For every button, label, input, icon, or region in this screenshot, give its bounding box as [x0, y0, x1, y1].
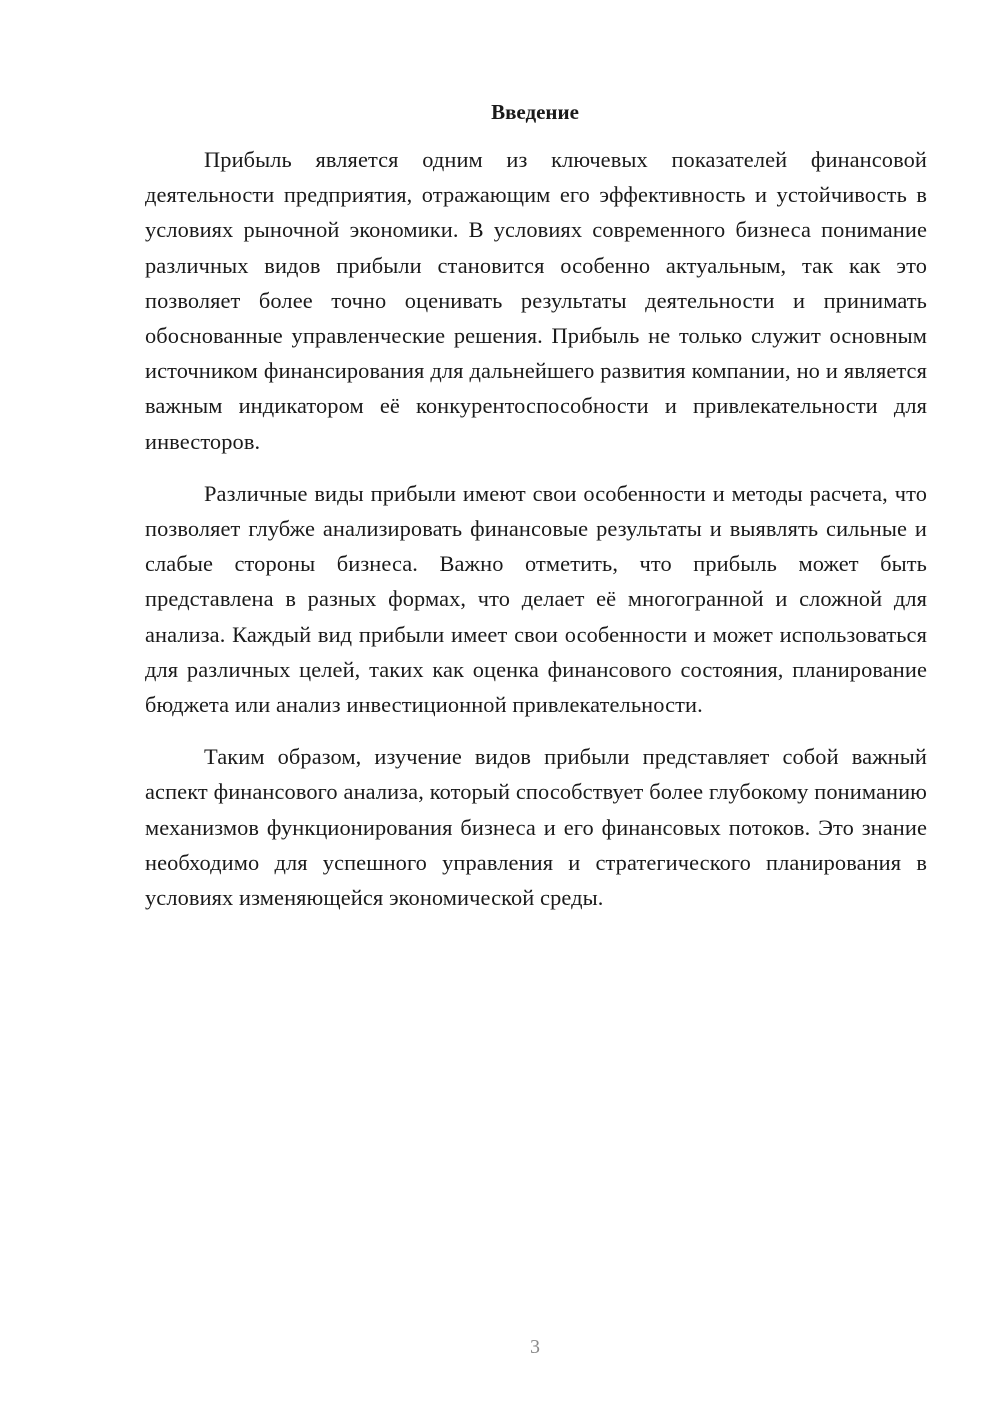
paragraph-2: Различные виды прибыли имеют свои особенности и методы расчета, что позволяет глубже анализировать финансовые результаты и выявлять сильные и слабые стороны бизнеса. Важно отметить, что прибыль может быть представлена в разных формах, что делает её многогранной и сложной для анализа. Каждый вид прибыли имеет свои особенности и может использоваться для различных целей, таких как оценка финансового состояния, планирование бюджета или анализ инвестиционной привлекательности.: [145, 480, 927, 718]
paragraph-1: Прибыль является одним из ключевых показателей финансовой деятельности предприятия, отражающим его эффективность и устойчивость в условиях рыночной экономики. В условиях современного бизнеса понимание различных видов прибыли становится особенно актуальным, так как это позволяет более точно оценивать результаты деятельности и принимать обоснованные управленческие решения. Прибыль не только служит основным источником финансирования для дальнейшего развития компании, но и является важным индикатором её конкурентоспособности и привлекательности для инвесторов.: [145, 147, 927, 454]
page-number: 3: [530, 1336, 540, 1358]
page-title: Введение: [491, 100, 579, 124]
paragraph-3: Таким образом, изучение видов прибыли представляет собой важный аспект финансового анализа, который способствует более глубокому пониманию механизмов функционирования бизнеса и его финансовых потоков. Это знание необходимо для успешного управления и стратегического планирования в условиях изменяющейся экономической среды.: [145, 744, 927, 911]
document-body: [145, 142, 927, 915]
